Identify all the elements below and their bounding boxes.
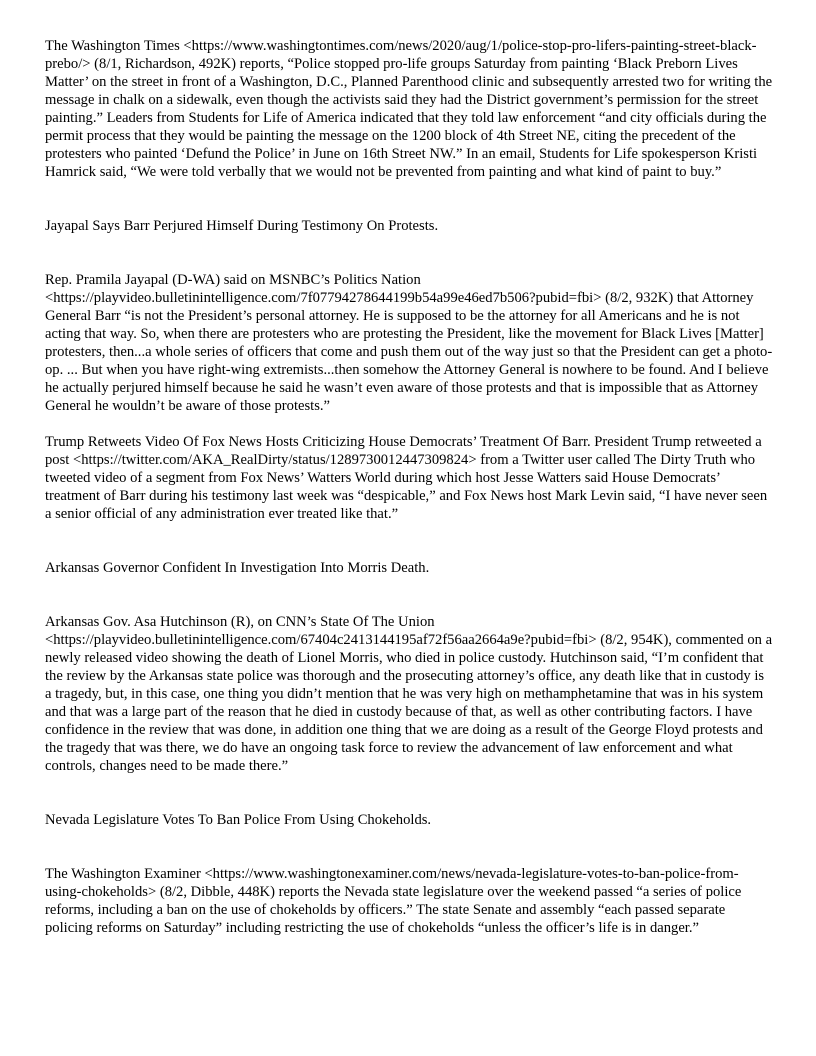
article-hutchinson-paragraph: Arkansas Gov. Asa Hutchinson (R), on CNN’s State Of The Union <https://playvideo.bulletinintelligence.com/67404c2413144195af72f56aa2664a9e?pubid=fbi> (8/2, 954K), commented on a newly released video showing the death of Lionel Morris, who died in police custody. Hutchinson said, “I’m confident that the review by the Arkansas state police was thorough and the prosecuting attorney’s office, any death like that in custody is a tragedy, but, in this case, one thing you didn’t mention that he was very high on methamphetamine that was in his system and that was a large part of the reason that he died in custody because of that, as well as other contributing factors. I have confidence in the review that was done, in addition one thing that we are doing as a result of the George Floyd protests and the tragedy that was there, we do have an ongoing task force to review the advancement of law enforcement and what controls, changes need to be made there.” xyxy=(45,614,773,774)
paragraph-spacer xyxy=(45,523,773,559)
article-trump-retweet-paragraph: Trump Retweets Video Of Fox News Hosts Criticizing House Democrats’ Treatment Of Barr. President Trump retweeted a post <https://twitter.com/AKA_RealDirty/status/1289730012447309824> from a Twitter user called The Dirty Truth who tweeted video of a segment from Fox News’ Watters World during which host Jesse Watters said House Democrats’ treatment of Barr during his testimony last week was “despicable,” and Fox News host Mark Levin said, “I have never seen a senior official of any administration ever treated like that.” xyxy=(45,434,768,522)
article-washington-examiner-paragraph: The Washington Examiner <https://www.washingtonexaminer.com/news/nevada-legislature-votes-to-ban-police-from-using-chokeholds> (8/2, Dibble, 448K) reports the Nevada state legislature over the weekend passed “a series of police reforms, including a ban on the use of chokeholds by officers.” The state Senate and assembly “each passed separate policing reforms on Saturday” including restricting the use of chokeholds “unless the officer’s life is in danger.” xyxy=(45,866,742,936)
paragraph-spacer xyxy=(45,829,773,865)
document-page xyxy=(45,37,773,937)
article-jayapal-paragraph: Rep. Pramila Jayapal (D-WA) said on MSNBC’s Politics Nation <https://playvideo.bulletinintelligence.com/7f07794278644199b54a99e46ed7b506?pubid=fbi> (8/2, 932K) that Attorney General Barr “is not the President’s personal attorney. He is supposed to be the attorney for all Americans and he is not acting that way. So, when there are protesters who are protesting the President, like the movement for Black Lives [Matter] protesters, then...a whole series of officers that come and push them out of the way just so that the President can get a photo-op. ... But when you have right-wing extremists...then somehow the Attorney General is nowhere to be found. And I believe he actually perjured himself because he said he wasn’t even aware of those protests and that is impossible that as Attorney General he wouldn’t be aware of those protests.” xyxy=(45,272,773,414)
paragraph-spacer xyxy=(45,577,773,613)
paragraph-spacer xyxy=(45,415,773,433)
paragraph-spacer xyxy=(45,181,773,217)
paragraph-spacer xyxy=(45,235,773,271)
article-washington-times-paragraph: The Washington Times <https://www.washingtontimes.com/news/2020/aug/1/police-stop-pro-lifers-painting-street-black-prebo/> (8/1, Richardson, 492K) reports, “Police stopped pro-life groups Saturday from painting ‘Black Preborn Lives Matter’ on the street in front of a Washington, D.C., Planned Parenthood clinic and subsequently arrested two for writing the message in chalk on a sidewalk, even though the activists said they had the District government’s permission for the street painting.” Leaders from Students for Life of America indicated that they told law enforcement “and city officials during the permit process that they would be painting the message on the 1200 block of 4th Street NE, citing the precedent of the protesters who painted ‘Defund the Police’ in June on 16th Street NW.” In an email, Students for Life spokesperson Kristi Hamrick said, “We were told verbally that we would not be prevented from painting and what kind of paint to buy.” xyxy=(45,38,773,180)
headline-jayapal: Jayapal Says Barr Perjured Himself During Testimony On Protests. xyxy=(45,218,439,234)
headline-nevada-legislature: Nevada Legislature Votes To Ban Police From Using Chokeholds. xyxy=(45,812,432,828)
headline-arkansas-governor: Arkansas Governor Confident In Investigation Into Morris Death. xyxy=(45,560,430,576)
paragraph-spacer xyxy=(45,775,773,811)
